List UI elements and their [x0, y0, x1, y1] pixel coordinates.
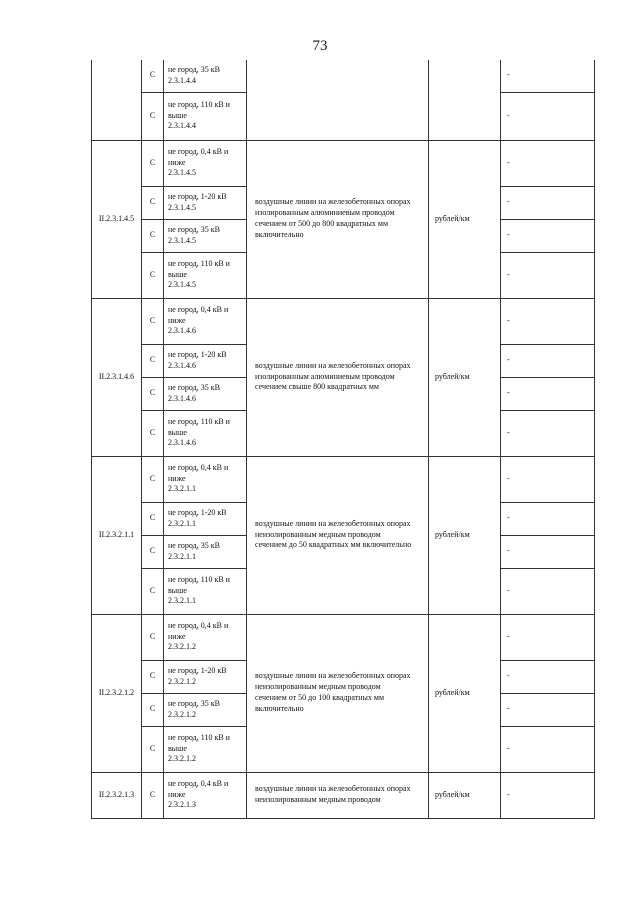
text-line: не город, 110 кВ и: [168, 99, 230, 109]
voltage-class-letter: С: [142, 377, 164, 410]
voltage-class-letter: С: [142, 252, 164, 298]
text-line: неизолированным медным проводом: [255, 795, 381, 804]
voltage-level-cell: [164, 772, 247, 818]
tariff-table: [91, 60, 595, 819]
voltage-level-cell: [164, 410, 247, 456]
description-cell: [247, 140, 429, 298]
text-line: включительно: [255, 229, 304, 239]
voltage-class-letter: С: [142, 219, 164, 252]
value-cell: -: [501, 60, 595, 92]
table-row: [92, 60, 595, 92]
voltage-class-letter: С: [142, 456, 164, 502]
subcode: 2.3.2.1.2: [168, 676, 196, 686]
text-line: не город, 0,4 кВ и: [168, 620, 229, 630]
voltage-class-letter: С: [142, 614, 164, 660]
voltage-level-cell: [164, 344, 247, 377]
value-cell: -: [501, 186, 595, 219]
voltage-class-letter: С: [142, 772, 164, 818]
subcode: 2.3.1.4.4: [168, 75, 196, 85]
text-line: выше: [168, 743, 187, 753]
voltage-class-letter: С: [142, 502, 164, 535]
text-line: выше: [168, 269, 187, 279]
text-line: изолированным алюминиевым проводом: [255, 208, 395, 218]
text-line: не город, 110 кВ и: [168, 574, 230, 584]
value-cell: -: [501, 252, 595, 298]
subcode: 2.3.2.1.1: [168, 596, 196, 606]
text-line: не город, 110 кВ и: [168, 732, 230, 742]
text-line: не город, 0,4 кВ и: [168, 462, 229, 472]
subcode: 2.3.1.4.5: [168, 235, 196, 245]
code-cell: II.2.3.2.1.1: [92, 456, 142, 614]
page-number: 73: [312, 38, 328, 54]
value-cell: -: [501, 660, 595, 693]
voltage-class-letter: С: [142, 140, 164, 186]
text-line: неизолированным медным проводом: [255, 529, 381, 539]
value-cell: -: [501, 219, 595, 252]
text-line: выше: [168, 110, 187, 120]
unit-cell: рублей/км: [429, 298, 501, 456]
text-line: ниже: [168, 315, 186, 325]
code-cell: II.2.3.1.4.6: [92, 298, 142, 456]
text-line: не город, 35 кВ: [168, 698, 220, 708]
subcode: 2.3.2.1.1: [168, 551, 196, 561]
text-line: воздушные линии на железобетонных опорах: [255, 518, 411, 528]
text-line: не город, 1-20 кВ: [168, 349, 227, 359]
text-line: не город, 35 кВ: [168, 224, 220, 234]
code-cell: II.2.3.1.4.5: [92, 140, 142, 298]
voltage-class-letter: С: [142, 298, 164, 344]
table-body: [92, 60, 595, 818]
value-cell: -: [501, 92, 595, 140]
voltage-level-cell: [164, 614, 247, 660]
text-line: не город, 0,4 кВ и: [168, 778, 229, 788]
value-cell: -: [501, 410, 595, 456]
text-line: сечением от 500 до 800 квадратных мм: [255, 219, 389, 228]
text-line: воздушные линии на железобетонных опорах: [255, 671, 411, 681]
voltage-level-cell: [164, 502, 247, 535]
subcode: 2.3.1.4.5: [168, 168, 196, 178]
text-line: не город, 0,4 кВ и: [168, 304, 229, 314]
text-line: включительно: [255, 703, 304, 713]
text-line: выше: [168, 427, 187, 437]
voltage-class-letter: С: [142, 92, 164, 140]
value-cell: -: [501, 298, 595, 344]
text-line: не город, 0,4 кВ и: [168, 146, 229, 156]
text-line: изолированным алюминиевым проводом: [255, 371, 395, 381]
voltage-level-cell: [164, 140, 247, 186]
text-line: не город, 1-20 кВ: [168, 507, 227, 517]
text-line: воздушные линии на железобетонных опорах: [255, 784, 411, 794]
description-cell: [247, 772, 429, 818]
description-cell: [247, 456, 429, 614]
voltage-level-cell: [164, 568, 247, 614]
value-cell: -: [501, 726, 595, 772]
text-line: не город, 110 кВ и: [168, 416, 230, 426]
value-cell: -: [501, 456, 595, 502]
subcode: 2.3.1.4.6: [168, 326, 196, 336]
table-row: [92, 456, 595, 502]
subcode: 2.3.2.1.2: [168, 754, 196, 764]
unit-cell: рублей/км: [429, 772, 501, 818]
text-line: не город, 1-20 кВ: [168, 665, 227, 675]
table-row: [92, 298, 595, 344]
voltage-level-cell: [164, 693, 247, 726]
text-line: сечением свыше 800 квадратных мм: [255, 382, 379, 392]
subcode: 2.3.1.4.6: [168, 438, 196, 448]
voltage-class-letter: С: [142, 726, 164, 772]
subcode: 2.3.1.4.4: [168, 121, 196, 131]
voltage-class-letter: С: [142, 693, 164, 726]
voltage-level-cell: [164, 377, 247, 410]
text-line: ниже: [168, 631, 186, 641]
text-line: не город, 35 кВ: [168, 64, 220, 74]
code-cell: II.2.3.2.1.3: [92, 772, 142, 818]
description-cell: [247, 298, 429, 456]
voltage-class-letter: С: [142, 186, 164, 219]
value-cell: -: [501, 535, 595, 568]
unit-cell: рублей/км: [429, 456, 501, 614]
code-cell: II.2.3.2.1.2: [92, 614, 142, 772]
subcode: 2.3.2.1.1: [168, 518, 196, 528]
value-cell: -: [501, 568, 595, 614]
subcode: 2.3.1.4.5: [168, 280, 196, 290]
value-cell: -: [501, 344, 595, 377]
text-line: не город, 35 кВ: [168, 540, 220, 550]
table-row: [92, 140, 595, 186]
voltage-class-letter: С: [142, 60, 164, 92]
value-cell: -: [501, 693, 595, 726]
text-line: выше: [168, 585, 187, 595]
voltage-class-letter: С: [142, 660, 164, 693]
text-line: воздушные линии на железобетонных опорах: [255, 360, 411, 370]
text-line: ниже: [168, 473, 186, 483]
voltage-level-cell: [164, 219, 247, 252]
value-cell: -: [501, 140, 595, 186]
text-line: ниже: [168, 157, 186, 167]
voltage-level-cell: [164, 186, 247, 219]
value-cell: -: [501, 772, 595, 818]
voltage-class-letter: С: [142, 535, 164, 568]
unit-cell: рублей/км: [429, 140, 501, 298]
voltage-level-cell: [164, 298, 247, 344]
voltage-level-cell: [164, 252, 247, 298]
table-row: [92, 614, 595, 660]
voltage-level-cell: [164, 726, 247, 772]
voltage-level-cell: [164, 92, 247, 140]
subcode: 2.3.2.1.2: [168, 709, 196, 719]
text-line: неизолированным медным проводом: [255, 682, 381, 692]
table-row: [92, 772, 595, 818]
description-cell: [247, 614, 429, 772]
subcode: 2.3.2.1.2: [168, 642, 196, 652]
text-line: не город, 1-20 кВ: [168, 191, 227, 201]
subcode: 2.3.2.1.1: [168, 484, 196, 494]
subcode: 2.3.1.4.6: [168, 393, 196, 403]
subcode: 2.3.2.1.3: [168, 800, 196, 810]
voltage-class-letter: С: [142, 410, 164, 456]
voltage-level-cell: [164, 456, 247, 502]
value-cell: -: [501, 614, 595, 660]
text-line: ниже: [168, 789, 186, 799]
unit-cell: рублей/км: [429, 614, 501, 772]
description-cell: [247, 60, 429, 140]
voltage-class-letter: С: [142, 344, 164, 377]
text-line: воздушные линии на железобетонных опорах: [255, 197, 411, 207]
text-line: не город, 35 кВ: [168, 382, 220, 392]
voltage-level-cell: [164, 660, 247, 693]
unit-cell: [429, 60, 501, 140]
voltage-class-letter: С: [142, 568, 164, 614]
code-cell: [92, 60, 142, 140]
subcode: 2.3.1.4.5: [168, 202, 196, 212]
value-cell: -: [501, 502, 595, 535]
voltage-level-cell: [164, 535, 247, 568]
subcode: 2.3.1.4.6: [168, 360, 196, 370]
text-line: сечением до 50 квадратных мм включительно: [255, 540, 412, 550]
value-cell: -: [501, 377, 595, 410]
text-line: не город, 110 кВ и: [168, 258, 230, 268]
text-line: сечением от 50 до 100 квадратных мм: [255, 693, 385, 702]
voltage-level-cell: [164, 60, 247, 92]
